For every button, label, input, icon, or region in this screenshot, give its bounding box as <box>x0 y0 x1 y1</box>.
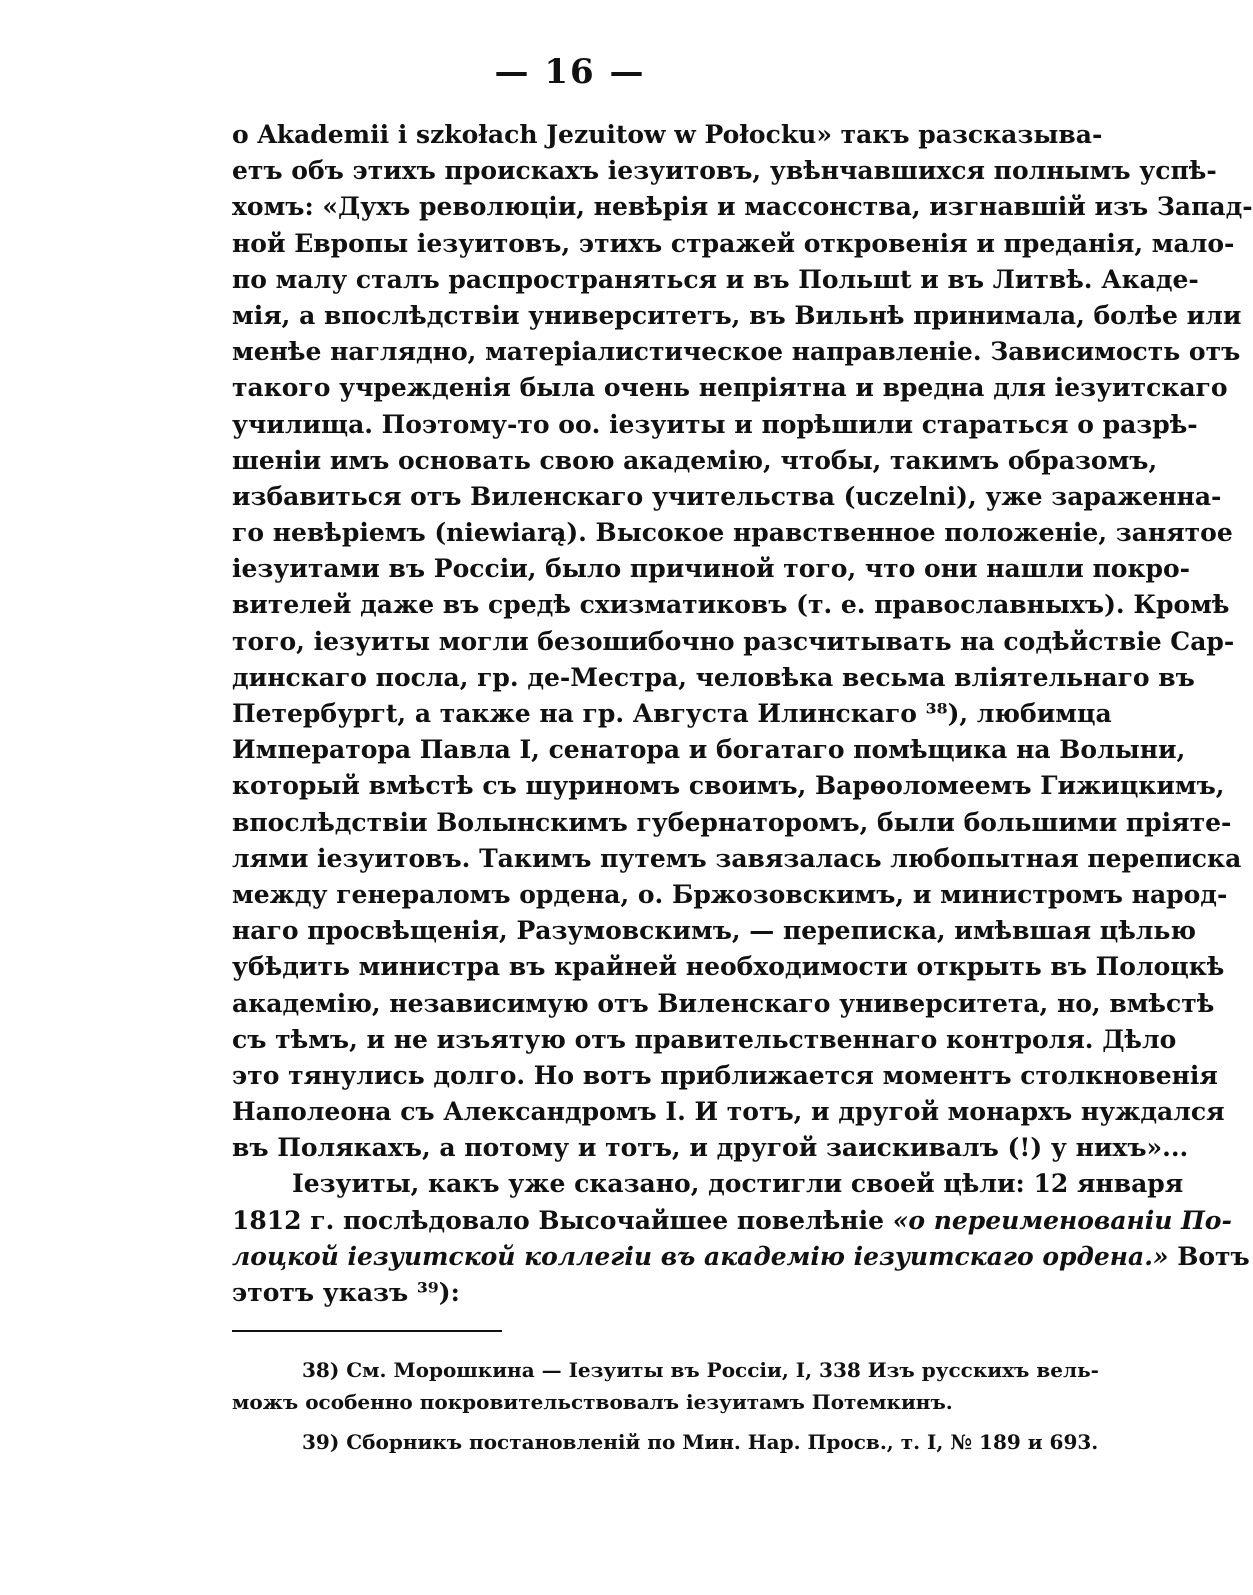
text-line: который вмѣстѣ съ шуриномъ своимъ, Варѳоломеемъ Гижицкимъ, <box>232 771 1225 801</box>
body-text <box>232 117 1253 1311</box>
footnote-divider <box>232 1330 502 1332</box>
text-line: между генераломъ ордена, о. Бржозовскимъ, и министромъ народ- <box>232 879 1228 909</box>
text-line: Императора Павла I, сенатора и богатаго помѣщика на Волыни, <box>232 735 1186 765</box>
text-line: наго просвѣщенія, Разумовскимъ, — переписка, имѣвшая цѣлью <box>232 916 1197 946</box>
text-line: такого учрежденія была очень непріятна и вредна для іезуитскаго <box>232 373 1228 403</box>
text-line <box>232 1239 1250 1275</box>
text-line: лями іезуитовъ. Такимъ путемъ завязалась любопытная переписка <box>232 843 1242 873</box>
text-line: го невѣріемъ (niewiarą). Высокое нравственное положеніе, занятое <box>232 518 1233 548</box>
text-line <box>232 1203 1232 1239</box>
text-line: хомъ: «Духъ революціи, невѣрія и массонства, изгнавшій изъ Запад- <box>232 192 1253 222</box>
text-line: іезуитами въ Россіи, было причиной того, что они нашли покро- <box>232 554 1191 584</box>
text-line: академію, независимую отъ Виленскаго университета, но, вмѣстѣ <box>232 988 1215 1018</box>
text-line: вителей даже въ средѣ схизматиковъ (т. е. православныхъ). Кромѣ <box>232 590 1230 620</box>
text-line: шеніи имъ основать свою академію, чтобы, такимъ образомъ, <box>232 445 1158 475</box>
text-line: по малу сталъ распространяться и въ Польшt и въ Литвѣ. Акаде- <box>232 264 1199 294</box>
paragraph-start-line: Іезуиты, какъ уже сказано, достигли своей цѣли: 12 января <box>292 1169 1184 1199</box>
text-line: впослѣдствіи Волынскимъ губернаторомъ, были большими пріяте- <box>232 807 1232 837</box>
text-line: Наполеона съ Александромъ I. И тотъ, и другой монархъ нуждался <box>232 1097 1225 1127</box>
text-line: этотъ указъ ³⁹): <box>232 1278 460 1307</box>
plain-text: Вотъ <box>1168 1241 1250 1271</box>
plain-text: 1812 г. послѣдовало Высочайшее повелѣніе <box>232 1205 893 1235</box>
text-line: избавиться отъ Виленскаго учительства (uczelni), уже зараженна- <box>232 481 1222 511</box>
text-line: менѣе наглядно, матеріалистическое направленіе. Зависимость отъ <box>232 337 1241 367</box>
text-line: мія, а впослѣдствіи университетъ, въ Вильнѣ принимала, болѣе или <box>232 300 1242 330</box>
italic-title-text: лоцкой іезуитской коллегіи въ академію іезуитскаго ордена.» <box>232 1241 1169 1271</box>
text-line: Петербургt, а также на гр. Августа Илинскаго ³⁸), любимца <box>232 699 1112 728</box>
text-line: убѣдить министра въ крайней необходимости открыть въ Полоцкѣ <box>232 952 1225 982</box>
text-line: того, іезуиты могли безошибочно разсчитывать на содѣйствіе Сар- <box>232 626 1235 656</box>
text-line: динскаго посла, гр. де-Местра, человѣка весьма вліятельнаго въ <box>232 662 1195 692</box>
text-line: o Akademii i szkołach Jezuitow w Połocku» такъ разсказыва- <box>232 120 1103 149</box>
text-line: етъ объ этихъ проискахъ іезуитовъ, увѣнчавшихся полнымъ успѣ- <box>232 156 1217 186</box>
text-line: ной Европы іезуитовъ, этихъ стражей откровенія и преданія, мало- <box>232 228 1235 258</box>
footnote-38-continued: можъ особенно покровительствовалъ іезуитамъ Потемкинъ. <box>232 1390 953 1414</box>
text-line: съ тѣмъ, и не изъятую отъ правительственнаго контроля. Дѣло <box>232 1024 1177 1054</box>
footnote-38: 38) См. Морошкина — Іезуиты въ Россіи, I, 338 Изъ русскихъ вель- <box>302 1358 1099 1382</box>
page-number: — 16 — <box>494 52 646 92</box>
text-line: это тянулись долго. Но вотъ приближается моментъ столкновенія <box>232 1060 1218 1090</box>
text-line: въ Полякахъ, а потому и тотъ, и другой заискивалъ (!) у нихъ»... <box>232 1133 1189 1163</box>
text-line: училища. Поэтому-то оо. іезуиты и порѣшили стараться о разрѣ- <box>232 409 1198 439</box>
footnote-39: 39) Сборникъ постановленій по Мин. Нар. Просв., т. I, № 189 и 693. <box>302 1430 1099 1454</box>
italic-title-text: «о переименованіи По- <box>892 1205 1232 1235</box>
footnotes <box>232 1354 1099 1458</box>
